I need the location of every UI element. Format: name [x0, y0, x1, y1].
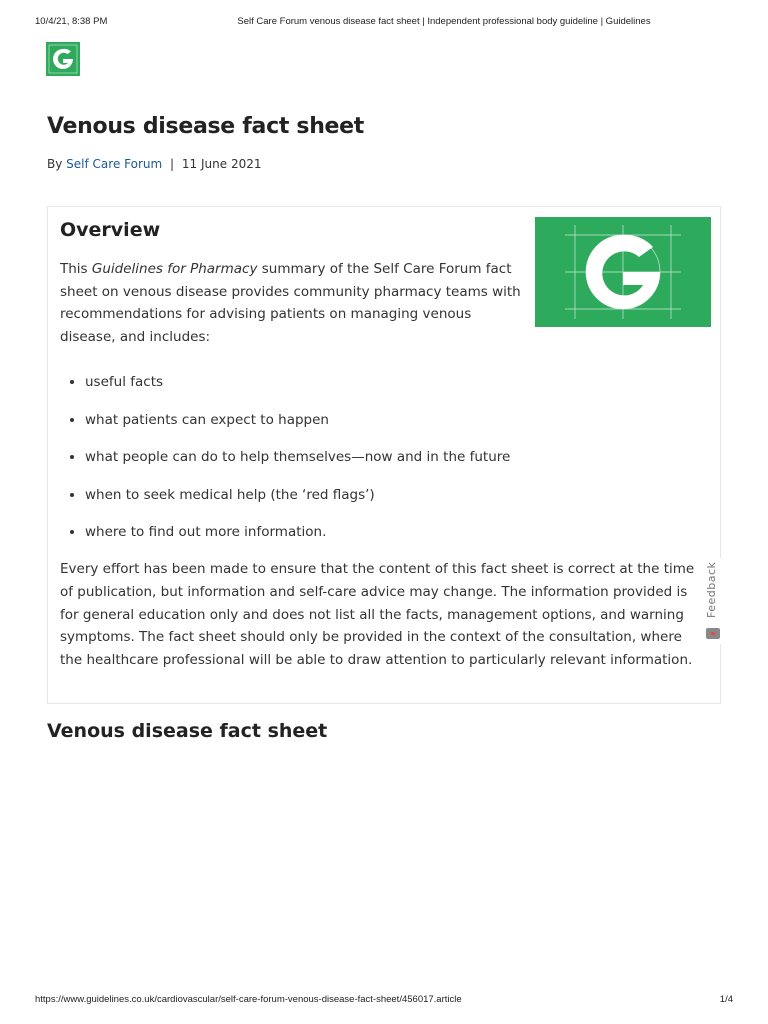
- feedback-tab[interactable]: [701, 558, 723, 644]
- guidelines-logo-icon[interactable]: [46, 42, 80, 76]
- includes-list: [60, 371, 510, 559]
- feedback-label: Feedback: [705, 561, 718, 618]
- overview-heading: Overview: [60, 219, 161, 241]
- publish-date: 11 June 2021: [181, 157, 262, 171]
- overview-card: [47, 206, 721, 704]
- byline-prefix: By: [47, 157, 63, 171]
- publication-name: Guidelines for Pharmacy: [91, 261, 258, 277]
- overview-intro: [60, 258, 522, 349]
- list-item: • useful facts: [85, 371, 510, 409]
- list-item: • what people can do to help themselves—now and in the future: [85, 446, 510, 484]
- print-footer: [35, 994, 733, 1005]
- list-item: • when to seek medical help (the ‘red flags’): [85, 484, 510, 522]
- list-item: • what patients can expect to happen: [85, 409, 510, 447]
- page-title: Venous disease fact sheet: [47, 114, 365, 139]
- print-url: https://www.guidelines.co.uk/cardiovascular/self-care-forum-venous-disease-fact-sheet/456017.article: [35, 994, 462, 1005]
- print-page-title: Self Care Forum venous disease fact sheet | Independent professional body guideline | Guidelines: [237, 16, 651, 27]
- print-page-number: 1/4: [719, 994, 733, 1005]
- author-link[interactable]: Self Care Forum: [66, 157, 163, 171]
- byline-separator: |: [170, 157, 175, 171]
- section-heading: Venous disease fact sheet: [47, 720, 328, 742]
- print-datetime: 10/4/21, 8:38 PM: [35, 16, 108, 27]
- guidelines-hero-logo-icon: [535, 217, 711, 327]
- intro-text-start: This: [60, 261, 92, 277]
- intro-text-end: summary of the Self Care Forum fact sheet on venous disease provides community pharmacy teams with recommendations for advising patients on managing venous disease, and includes:: [60, 261, 521, 346]
- disclaimer-text: Every effort has been made to ensure that the content of this fact sheet is correct at the time of publication, but information and self-care advice may change. The information provided is for general education only and does not list all the facts, management options, and warning symptoms. The fact sheet should only be provided in the context of the consultation, where the healthcare professional will be able to draw attention to particularly relevant information.: [60, 561, 695, 669]
- byline: [47, 157, 261, 171]
- feedback-icon: [706, 628, 720, 639]
- list-item: • where to find out more information.: [85, 521, 510, 559]
